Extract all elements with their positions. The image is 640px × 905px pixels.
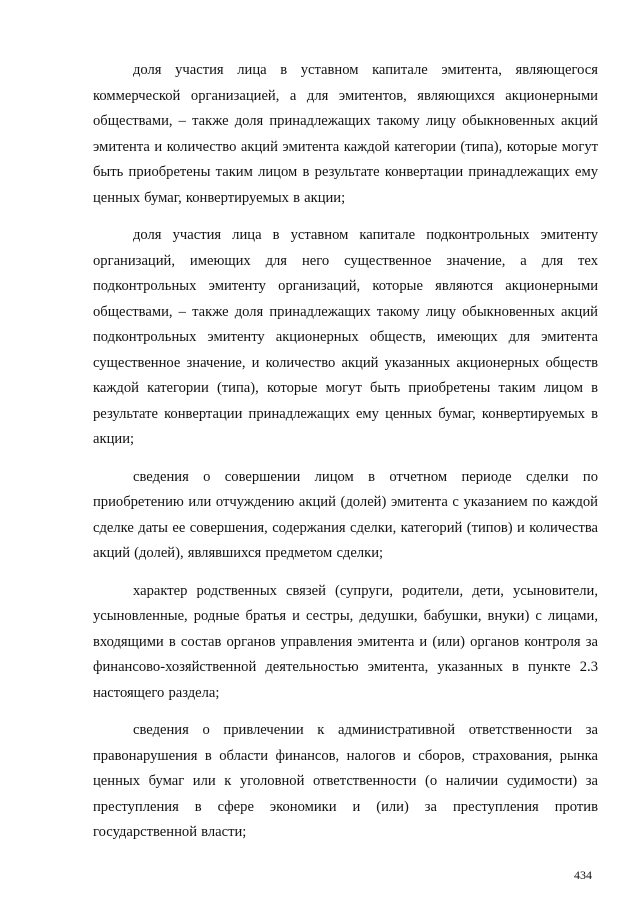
paragraph-share-transactions: сведения о совершении лицом в отчетном периоде сделки по приобретению или отчуждению акций (долей) эмитента с указанием по каждой сделке даты ее совершения, содержания сделки, категорий (типов) и количества акций (долей), являвшихся предметом сделки; [93,468,598,561]
paragraph-share-in-subsidiaries: доля участия лица в уставном капитале подконтрольных эмитенту организаций, имеющих для него существенное значение, а для тех подконтрольных эмитенту организаций, которые являются акционерными обществами, – также доля принадлежащих такому лицу обыкновенных акций подконтрольных эмитенту акционерных обществ, имеющих для эмитента существенное значение, и количество акций указанных акционерных обществ каждой категории (типа), которые могут быть приобретены таким лицом в результате конвертации принадлежащих ему ценных бумаг, конвертируемых в акции; [93,227,598,447]
page-number: 434 [574,868,592,882]
paragraph-family-relations: характер родственных связей (супруги, родители, дети, усыновители, усыновленные, родные братья и сестры, дедушки, бабушки, внуки) с лицами, входящими в состав органов управления эмитента и (или) органов контроля за финансово-хозяйственной деятельностью эмитента, указанных в пункте 2.3 настоящего раздела; [93,582,598,701]
document-body [93,58,598,858]
paragraph-liability-records: сведения о привлечении к административной ответственности за правонарушения в области финансов, налогов и сборов, страхования, рынка ценных бумаг или к уголовной ответственности (о наличии судимости) за преступления в сфере экономики и (или) за преступления против государственной власти; [93,722,598,840]
paragraph-share-in-capital: доля участия лица в уставном капитале эмитента, являющегося коммерческой организацией, а для эмитентов, являющихся акционерными обществами, – также доля принадлежащих такому лицу обыкновенных акций эмитента и количество акций эмитента каждой категории (типа), которые могут быть приобретены таким лицом в результате конвертации принадлежащих ему ценных бумаг, конвертируемых в акции; [93,62,598,206]
